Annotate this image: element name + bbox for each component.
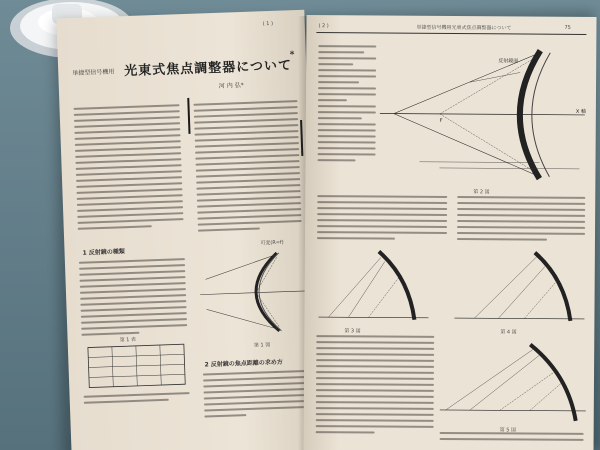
equation-block: [317, 45, 376, 165]
x-axis-label: X 軸: [575, 108, 586, 115]
section1-text: [79, 258, 188, 340]
figure-3-diagram: [318, 247, 429, 324]
figure-4-caption: 第 4 図: [500, 329, 517, 336]
figure-4-diagram: [454, 248, 585, 325]
intro-text-block: [74, 104, 184, 234]
data-table: [88, 344, 185, 387]
header-rule: [316, 32, 586, 35]
figure-2-caption: 第 2 図: [473, 189, 490, 196]
table-caption: 第 1 表: [119, 336, 137, 344]
figure-2-reflector-geometry: [379, 42, 590, 183]
title-mark: *: [289, 50, 296, 61]
left-page: [56, 10, 319, 450]
running-header: 単捷型信号機用光東式焦点調整器について: [416, 24, 512, 32]
bottom-text-left: [316, 335, 435, 438]
figure-1-reflector: [199, 246, 312, 340]
figure-5-diagram: [440, 340, 587, 423]
figure-3-caption: 第 3 図: [344, 328, 361, 335]
right-page-mark: ( 2 ): [318, 23, 329, 30]
bottom-text-right: [440, 432, 584, 445]
column-rule: [187, 98, 190, 134]
footnote-text: [84, 392, 190, 408]
right-text-left: [317, 195, 447, 244]
figure-5-caption: 第 5 図: [499, 427, 517, 434]
figure-1-caption: 第 1 図: [253, 342, 271, 349]
right-page: [303, 15, 596, 450]
section2-heading: 2 反射鏡の焦点距離の求め方: [204, 358, 283, 369]
left-page-mark: ( 1 ): [262, 20, 274, 28]
section1-heading: 1 反射鏡の種類: [82, 248, 125, 257]
title-prefix: 単捷型信号機用: [72, 68, 115, 77]
figure-label: 可変(R=f): [260, 239, 284, 247]
author: 河 内 弘*: [218, 81, 244, 90]
right-column-text-block: [193, 100, 302, 236]
page-number: 75: [564, 24, 571, 31]
focus-label: F: [439, 117, 443, 124]
right-text-right: [457, 196, 585, 245]
section2-text: [203, 370, 309, 422]
mirror-label: 反射鏡面: [498, 58, 519, 65]
article-title: 光東式焦点調整器について: [124, 58, 293, 80]
